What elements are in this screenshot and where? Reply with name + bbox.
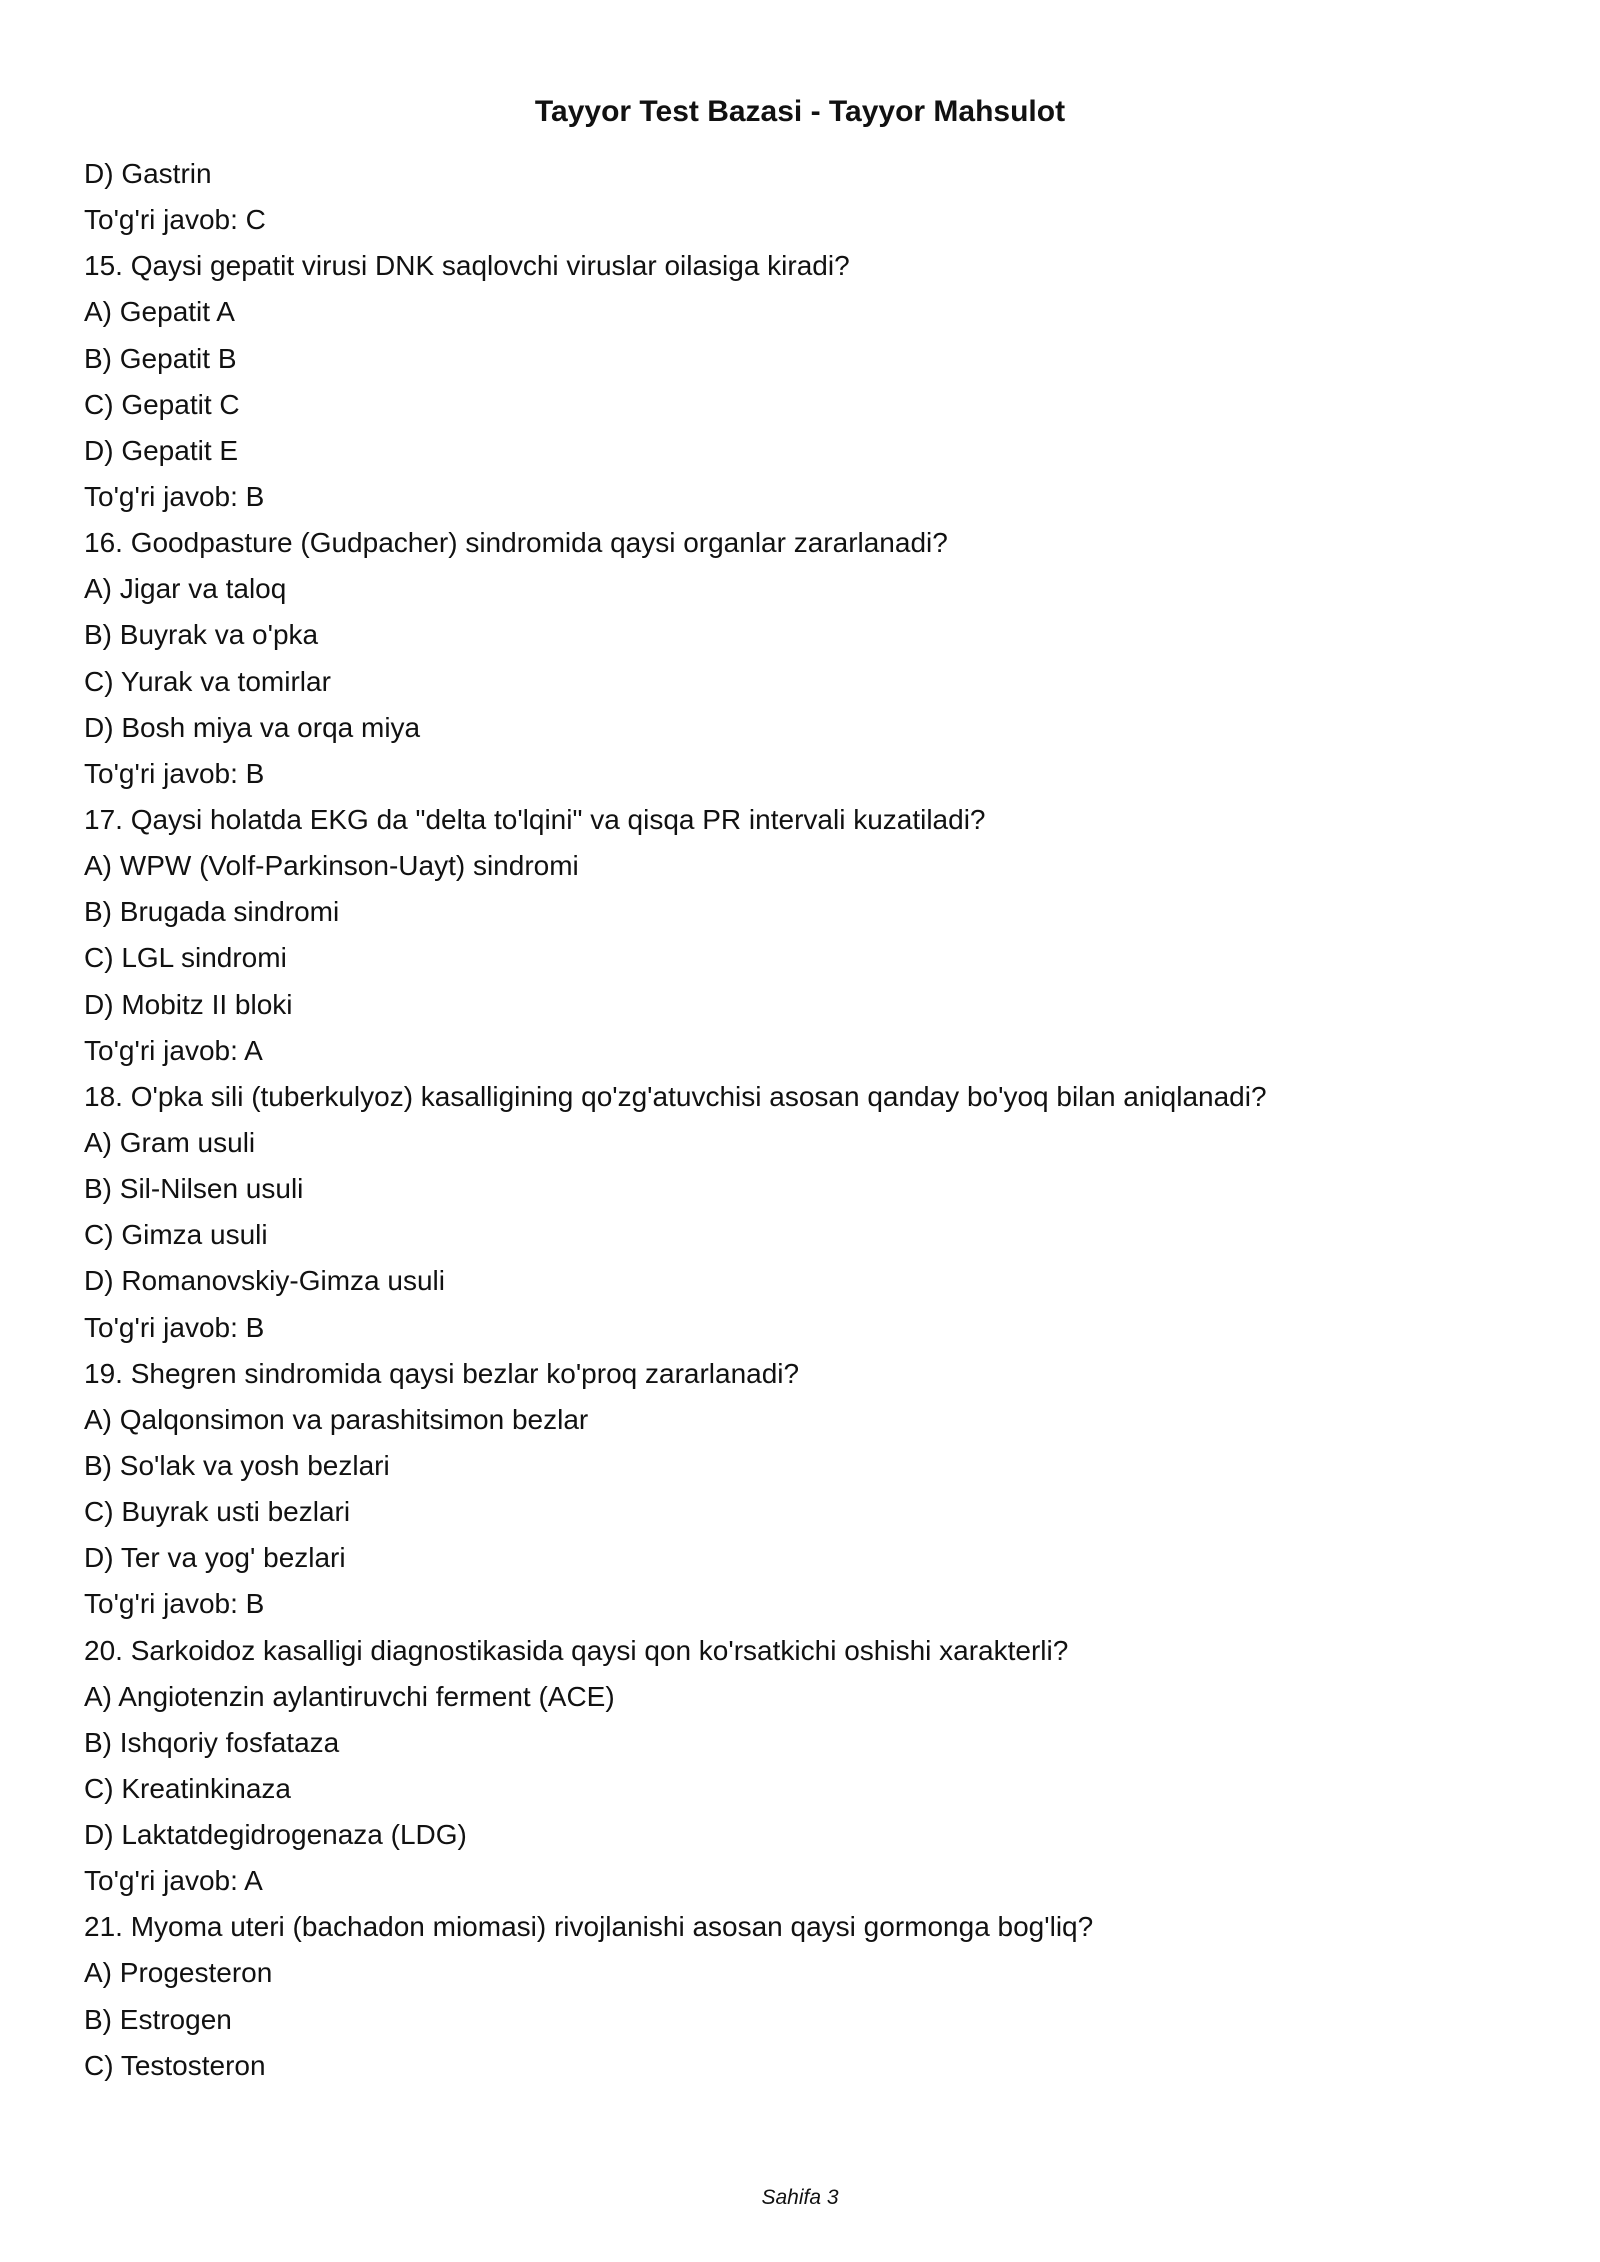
- option-d: D) Bosh miya va orqa miya: [84, 711, 421, 743]
- option-d: D) Gepatit E: [84, 434, 239, 466]
- option-c: C) Kreatinkinaza: [84, 1772, 291, 1804]
- question: 19. Shegren sindromida qaysi bezlar ko'proq zararlanadi?: [84, 1357, 800, 1389]
- question: 15. Qaysi gepatit virusi DNK saqlovchi viruslar oilasiga kiradi?: [84, 250, 850, 282]
- correct-answer: To'g'ri javob: B: [84, 757, 265, 789]
- option-a: A) Qalqonsimon va parashitsimon bezlar: [84, 1403, 589, 1435]
- option-c: C) Gepatit C: [84, 388, 240, 420]
- option-d: D) Gastrin: [84, 158, 212, 189]
- option-a: A) Gepatit A: [84, 296, 235, 328]
- correct-answer: To'g'ri javob: A: [84, 1865, 263, 1897]
- option-d: D) Romanovskiy-Gimza usuli: [84, 1265, 445, 1297]
- test-content: [84, 151, 1524, 2089]
- option-b: B) Ishqoriy fosfataza: [84, 1726, 340, 1758]
- question: 20. Sarkoidoz kasalligi diagnostikasida qaysi qon ko'rsatkichi oshishi xarakterli?: [84, 1634, 1069, 1666]
- option-d: D) Laktatdegidrogenaza (LDG): [84, 1819, 467, 1851]
- question: 18. O'pka sili (tuberkulyoz) kasalligining qo'zg'atuvchisi asosan qanday bo'yoq bilan aniqlanadi?: [84, 1080, 1267, 1112]
- option-b: B) Gepatit B: [84, 342, 237, 374]
- correct-answer: To'g'ri javob: B: [84, 1588, 265, 1620]
- option-b: B) Buyrak va o'pka: [84, 619, 319, 651]
- option-b: B) So'lak va yosh bezlari: [84, 1449, 390, 1481]
- option-c: C) Buyrak usti bezlari: [84, 1496, 351, 1528]
- option-d: D) Mobitz II bloki: [84, 988, 293, 1020]
- question: 17. Qaysi holatda EKG da "delta to'lqini" va qisqa PR intervali kuzatiladi?: [84, 803, 986, 835]
- option-a: A) Angiotenzin aylantiruvchi ferment (ACE): [84, 1680, 615, 1712]
- correct-answer: To'g'ri javob: B: [84, 480, 265, 512]
- option-c: C) Testosteron: [84, 2049, 266, 2081]
- correct-answer: To'g'ri javob: C: [84, 204, 266, 236]
- option-c: C) Yurak va tomirlar: [84, 665, 331, 697]
- option-b: B) Estrogen: [84, 2003, 232, 2035]
- option-b: B) Sil-Nilsen usuli: [84, 1173, 304, 1205]
- page-number: Sahifa 3: [761, 2186, 839, 2209]
- correct-answer: To'g'ri javob: B: [84, 1311, 265, 1343]
- option-a: A) Progesteron: [84, 1957, 273, 1989]
- option-b: B) Brugada sindromi: [84, 896, 340, 928]
- page-title: Tayyor Test Bazasi - Tayyor Mahsulot: [534, 95, 1066, 128]
- option-a: A) Gram usuli: [84, 1126, 256, 1158]
- option-a: A) WPW (Volf-Parkinson-Uayt) sindromi: [84, 850, 579, 882]
- option-a: A) Jigar va taloq: [84, 573, 287, 605]
- option-c: C) LGL sindromi: [84, 942, 287, 974]
- question: 16. Goodpasture (Gudpacher) sindromida qaysi organlar zararlanadi?: [84, 527, 948, 559]
- question: 21. Myoma uteri (bachadon miomasi) rivojlanishi asosan qaysi gormonga bog'liq?: [84, 1911, 1094, 1943]
- option-c: C) Gimza usuli: [84, 1219, 268, 1251]
- option-d: D) Ter va yog' bezlari: [84, 1542, 346, 1574]
- correct-answer: To'g'ri javob: A: [84, 1034, 263, 1066]
